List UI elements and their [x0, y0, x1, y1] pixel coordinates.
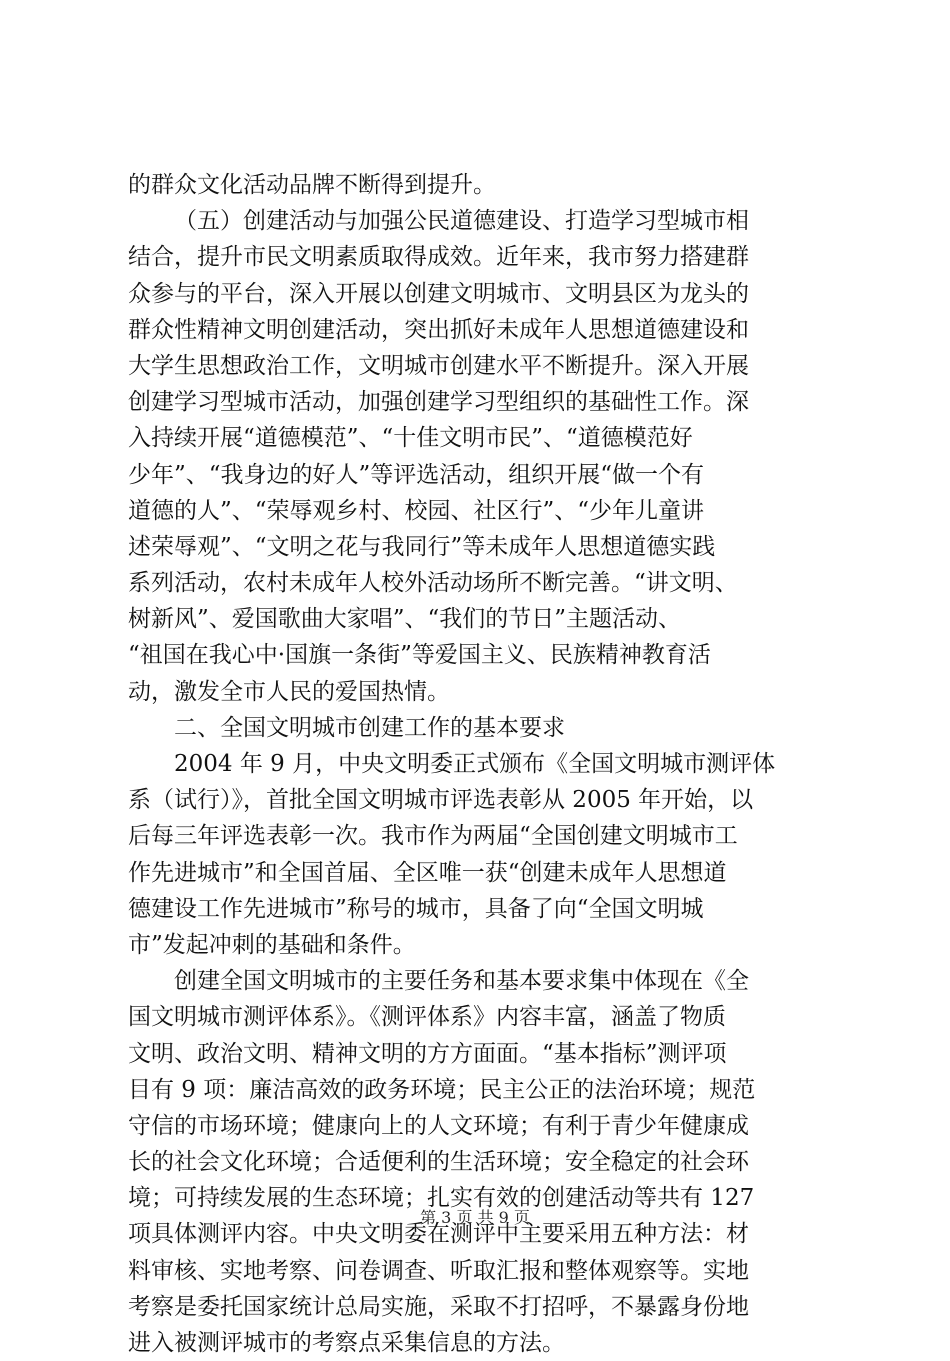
text-line: 国文明城市测评体系》。《测评体系》内容丰富，涵盖了物质	[128, 1004, 726, 1031]
text-line: 进入被测评城市的考察点采集信息的方法。	[128, 1330, 565, 1356]
text-line: 述荣辱观”、“文明之花与我同行”等未成年人思想道德实践	[128, 533, 716, 560]
text-line: 创建全国文明城市的主要任务和基本要求集中体现在《全	[174, 968, 749, 995]
text-line: 作先进城市”和全国首届、全区唯一获“创建未成年人思想道	[128, 859, 727, 886]
text-line: 守信的市场环境；健康向上的人文环境；有利于青少年健康成	[128, 1112, 749, 1139]
text-line: 结合，提升市民文明素质取得成效。近年来，我市努力搭建群	[128, 244, 749, 271]
text-line: 境；可持续发展的生态环境；扎实有效的创建活动等共有 127	[128, 1185, 755, 1212]
text-line: 考察是委托国家统计总局实施，采取不打招呼，不暴露身份地	[128, 1293, 749, 1320]
text-line: 料审核、实地考察、问卷调查、听取汇报和整体观察等。实地	[128, 1257, 749, 1284]
text-line: “祖国在我心中·国旗一条街”等爱国主义、民族精神教育活	[128, 642, 711, 669]
text-line: 大学生思想政治工作，文明城市创建水平不断提升。深入开展	[128, 352, 749, 379]
text-line: 德建设工作先进城市”称号的城市，具备了向“全国文明城	[128, 895, 704, 922]
text-line: 文明、政治文明、精神文明的方方面面。“基本指标”测评项	[128, 1040, 727, 1067]
text-line: 市”发起冲刺的基础和条件。	[128, 931, 416, 958]
text-line: 少年”、“我身边的好人”等评选活动，组织开展“做一个有	[128, 461, 705, 488]
text-line: 群众性精神文明创建活动，突出抓好未成年人思想道德建设和	[128, 316, 749, 343]
text-line: 系（试行）》，首批全国文明城市评选表彰从 2005 年开始，以	[128, 787, 754, 814]
text-line: 系列活动，农村未成年人校外活动场所不断完善。“讲文明、	[128, 570, 738, 597]
text-line: 后每三年评选表彰一次。我市作为两届“全国创建文明城市工	[128, 823, 738, 850]
text-line: 长的社会文化环境；合适便利的生活环境；安全稳定的社会环	[128, 1149, 749, 1176]
text-line: 树新风”、爱国歌曲大家唱”、“我们的节日”主题活动、	[128, 606, 682, 633]
text-line: 动，激发全市人民的爱国热情。	[128, 678, 450, 705]
text-line: 入持续开展“道德模范”、“十佳文明市民”、“道德模范好	[128, 425, 693, 452]
text-line: 目有 9 项：廉洁高效的政务环境；民主公正的法治环境；规范	[128, 1076, 756, 1103]
text-line: 道德的人”、“荣辱观乡村、校园、社区行”、“少年儿童讲	[128, 497, 705, 524]
text-line: 二、全国文明城市创建工作的基本要求	[174, 714, 565, 741]
page-footer: 第 3 页 共 9 页	[420, 1208, 530, 1227]
text-line: 的群众文化活动品牌不断得到提升。	[128, 172, 496, 198]
text-line: 2004 年 9 月，中央文明委正式颁布《全国文明城市测评体	[174, 751, 776, 777]
text-line: （五）创建活动与加强公民道德建设、打造学习型城市相	[174, 208, 749, 235]
document-body	[128, 167, 828, 1361]
text-line: 项具体测评内容。中央文明委在测评中主要采用五种方法：材	[128, 1221, 749, 1248]
text-line: 创建学习型城市活动，加强创建学习型组织的基础性工作。深	[128, 389, 749, 416]
text-line: 众参与的平台，深入开展以创建文明城市、文明县区为龙头的	[128, 280, 749, 307]
